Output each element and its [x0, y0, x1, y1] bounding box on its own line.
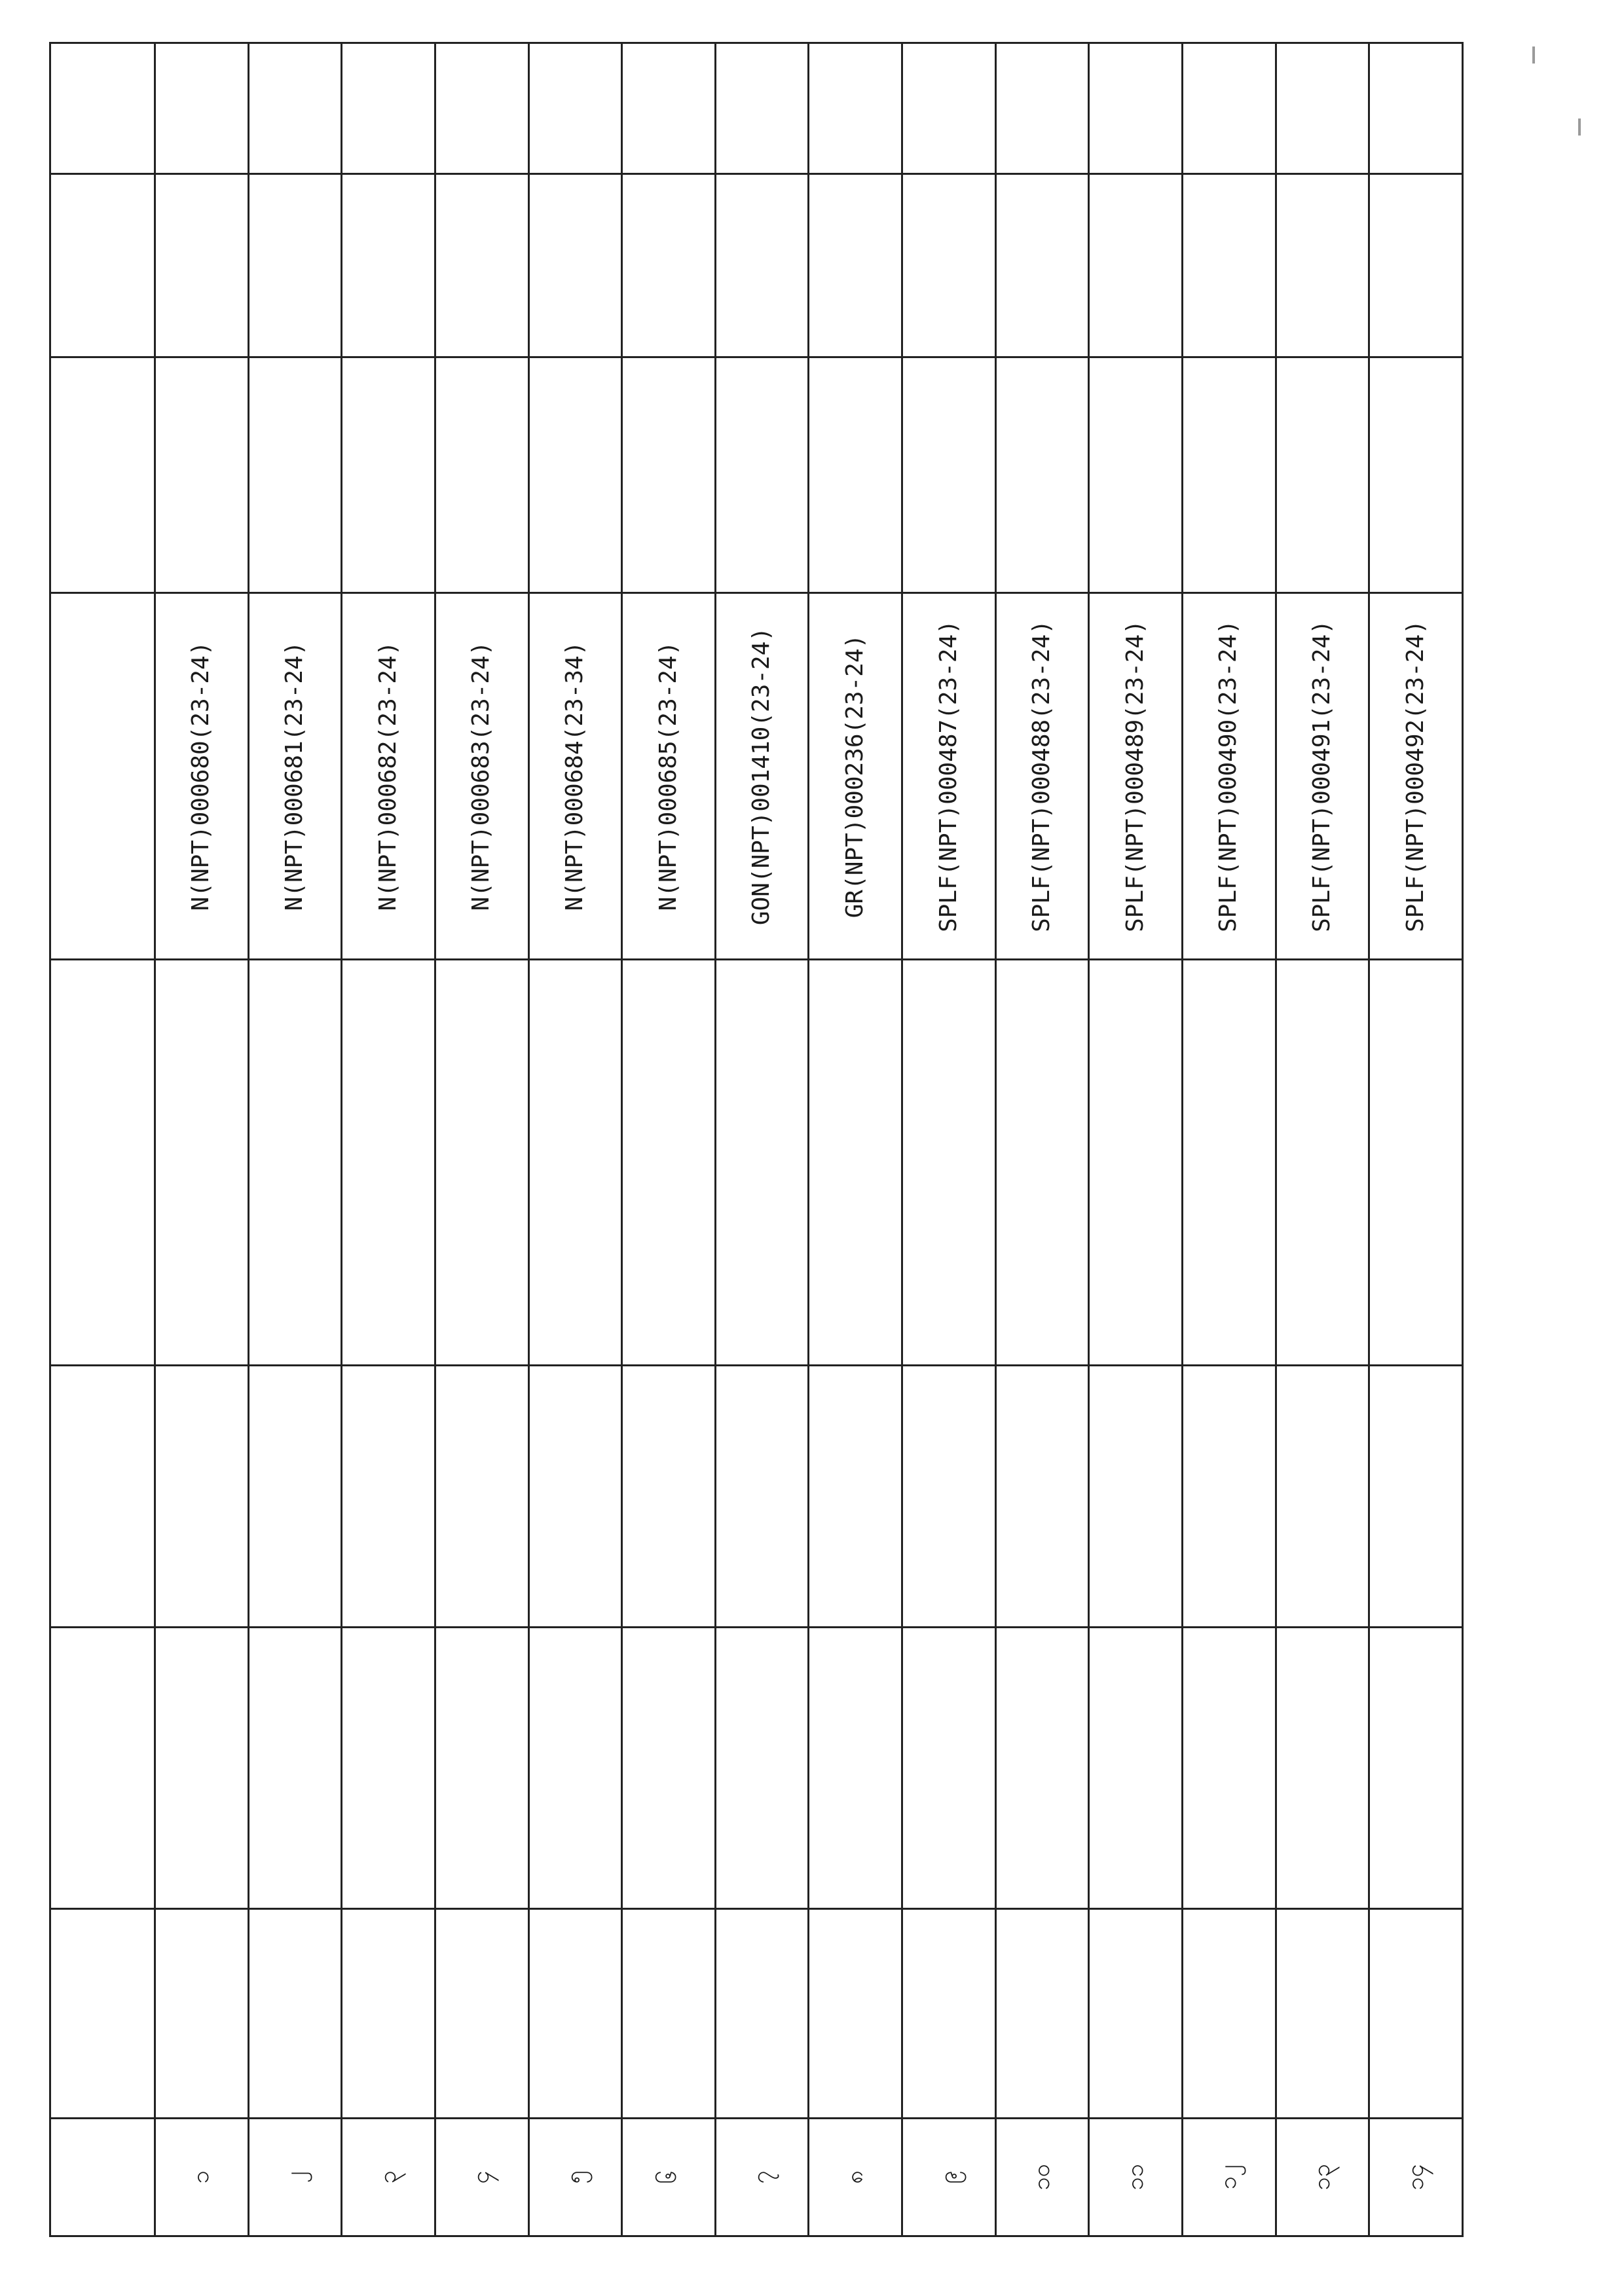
row-registration-code: SPLF(NPT)000490(23-24): [1183, 593, 1276, 960]
row-cell: [1276, 357, 1369, 593]
row-cell: [1276, 43, 1369, 174]
row-number: ၁၂: [1183, 2119, 1276, 2236]
row-date: [809, 1909, 902, 2119]
row-cell: [622, 1628, 716, 1909]
row-date: [622, 1909, 716, 2119]
row-cell: [1089, 1366, 1183, 1628]
scan-mark: [1578, 118, 1581, 136]
row-cell: [1089, 1628, 1183, 1909]
row-cell: [995, 43, 1089, 174]
row-number: ၃: [342, 2119, 435, 2236]
row-cell: [715, 960, 809, 1366]
row-number: ၁၄: [1369, 2119, 1463, 2236]
row-cell: [809, 960, 902, 1366]
row-number: ၁၀: [995, 2119, 1089, 2236]
row-cell: [342, 357, 435, 593]
row-registration-code: N(NPT)000684(23-34): [528, 593, 622, 960]
table-row: [622, 43, 716, 2236]
row-cell: [622, 43, 716, 174]
row-cell: [1183, 1366, 1276, 1628]
row-cell: [342, 174, 435, 357]
row-registration-code: SPLF(NPT)000488(23-24): [995, 593, 1089, 960]
row-cell: [995, 357, 1089, 593]
row-number: ၉: [902, 2119, 996, 2236]
row-cell: [1183, 43, 1276, 174]
row-cell: [528, 960, 622, 1366]
row-cell: [809, 174, 902, 357]
row-cell: [622, 1366, 716, 1628]
row-cell: [809, 357, 902, 593]
row-cell: [1276, 1628, 1369, 1909]
row-number: ၁၁: [1089, 2119, 1183, 2236]
row-date: [995, 1909, 1089, 2119]
row-registration-code: SPLF(NPT)000487(23-24): [902, 593, 996, 960]
row-cell: [1369, 960, 1463, 1366]
row-number: ၁၃: [1276, 2119, 1369, 2236]
row-cell: [1089, 174, 1183, 357]
row-date: [528, 1909, 622, 2119]
table-row: [995, 43, 1089, 2236]
row-cell: [248, 357, 342, 593]
table-row: [715, 43, 809, 2236]
row-cell: [995, 960, 1089, 1366]
row-cell: [1183, 1628, 1276, 1909]
row-date: [1089, 1909, 1183, 2119]
row-cell: [248, 174, 342, 357]
row-cell: [902, 1366, 996, 1628]
row-cell: [715, 1628, 809, 1909]
row-cell: [1276, 174, 1369, 357]
row-date: [902, 1909, 996, 2119]
row-cell: [1369, 1628, 1463, 1909]
row-cell: [342, 43, 435, 174]
row-cell: [622, 174, 716, 357]
row-cell: [155, 1628, 249, 1909]
row-number: ၁: [155, 2119, 249, 2236]
row-registration-code: GR(NPT)000236(23-24): [809, 593, 902, 960]
row-date: [1369, 1909, 1463, 2119]
row-registration-code: N(NPT)000685(23-24): [622, 593, 716, 960]
row-registration-code: N(NPT)000682(23-24): [342, 593, 435, 960]
row-cell: [342, 1628, 435, 1909]
row-cell: [1089, 357, 1183, 593]
table-row: [1089, 43, 1183, 2236]
row-cell: [715, 357, 809, 593]
column-header: [50, 357, 155, 593]
table-row: [155, 43, 249, 2236]
row-cell: [715, 1366, 809, 1628]
row-cell: [528, 357, 622, 593]
row-cell: [528, 1628, 622, 1909]
column-header: [50, 593, 155, 960]
table-row: [1183, 43, 1276, 2236]
row-registration-code: SPLF(NPT)000492(23-24): [1369, 593, 1463, 960]
row-cell: [155, 357, 249, 593]
row-cell: [902, 174, 996, 357]
row-registration-code: N(NPT)000680(23-24): [155, 593, 249, 960]
row-cell: [435, 1628, 528, 1909]
row-cell: [435, 43, 528, 174]
row-cell: [902, 43, 996, 174]
row-cell: [995, 174, 1089, 357]
row-date: [342, 1909, 435, 2119]
row-cell: [1089, 960, 1183, 1366]
row-cell: [342, 960, 435, 1366]
table-row: [1369, 43, 1463, 2236]
column-header: [50, 43, 155, 174]
row-number: ၆: [622, 2119, 716, 2236]
row-cell: [902, 960, 996, 1366]
row-cell: [622, 357, 716, 593]
row-number: ၅: [528, 2119, 622, 2236]
row-cell: [995, 1366, 1089, 1628]
row-date: [155, 1909, 249, 2119]
row-cell: [902, 357, 996, 593]
column-header: [50, 1366, 155, 1628]
row-cell: [1183, 174, 1276, 357]
column-header: [50, 2119, 155, 2236]
row-cell: [155, 43, 249, 174]
table-row: [809, 43, 902, 2236]
row-cell: [1369, 357, 1463, 593]
row-cell: [248, 1628, 342, 1909]
row-cell: [248, 1366, 342, 1628]
row-registration-code: N(NPT)000681(23-24): [248, 593, 342, 960]
row-cell: [435, 174, 528, 357]
row-date: [248, 1909, 342, 2119]
row-cell: [435, 960, 528, 1366]
row-cell: [809, 43, 902, 174]
registration-table: [49, 42, 1464, 2237]
document-title: [1500, 64, 1545, 2224]
row-cell: [528, 174, 622, 357]
row-registration-code: SPLF(NPT)000491(23-24): [1276, 593, 1369, 960]
column-header: [50, 1628, 155, 1909]
table-row: [902, 43, 996, 2236]
row-cell: [1089, 43, 1183, 174]
row-registration-code: SPLF(NPT)000489(23-24): [1089, 593, 1183, 960]
row-date: [1183, 1909, 1276, 2119]
row-cell: [715, 43, 809, 174]
table-row: [342, 43, 435, 2236]
row-cell: [248, 43, 342, 174]
column-header: [50, 174, 155, 357]
row-cell: [155, 960, 249, 1366]
row-registration-code: N(NPT)000683(23-24): [435, 593, 528, 960]
column-header: [50, 960, 155, 1366]
row-cell: [155, 1366, 249, 1628]
scan-mark: [1532, 46, 1535, 64]
row-number: ၄: [435, 2119, 528, 2236]
row-cell: [342, 1366, 435, 1628]
row-cell: [902, 1628, 996, 1909]
row-number: ၂: [248, 2119, 342, 2236]
row-cell: [1369, 1366, 1463, 1628]
row-number: ၈: [809, 2119, 902, 2236]
row-cell: [1183, 357, 1276, 593]
row-cell: [995, 1628, 1089, 1909]
row-date: [435, 1909, 528, 2119]
row-cell: [809, 1366, 902, 1628]
column-header: [50, 1909, 155, 2119]
row-cell: [528, 1366, 622, 1628]
table-row: [248, 43, 342, 2236]
row-cell: [1276, 960, 1369, 1366]
row-date: [1276, 1909, 1369, 2119]
table-header-row: [50, 43, 155, 2236]
row-cell: [809, 1628, 902, 1909]
row-cell: [528, 43, 622, 174]
row-cell: [622, 960, 716, 1366]
row-cell: [715, 174, 809, 357]
row-cell: [1276, 1366, 1369, 1628]
table-row: [435, 43, 528, 2236]
row-cell: [1183, 960, 1276, 1366]
table-row: [528, 43, 622, 2236]
row-cell: [435, 357, 528, 593]
row-cell: [1369, 43, 1463, 174]
row-cell: [435, 1366, 528, 1628]
row-registration-code: GON(NPT)001410(23-24): [715, 593, 809, 960]
row-cell: [155, 174, 249, 357]
row-cell: [248, 960, 342, 1366]
row-cell: [1369, 174, 1463, 357]
row-date: [715, 1909, 809, 2119]
row-number: ၇: [715, 2119, 809, 2236]
table-row: [1276, 43, 1369, 2236]
